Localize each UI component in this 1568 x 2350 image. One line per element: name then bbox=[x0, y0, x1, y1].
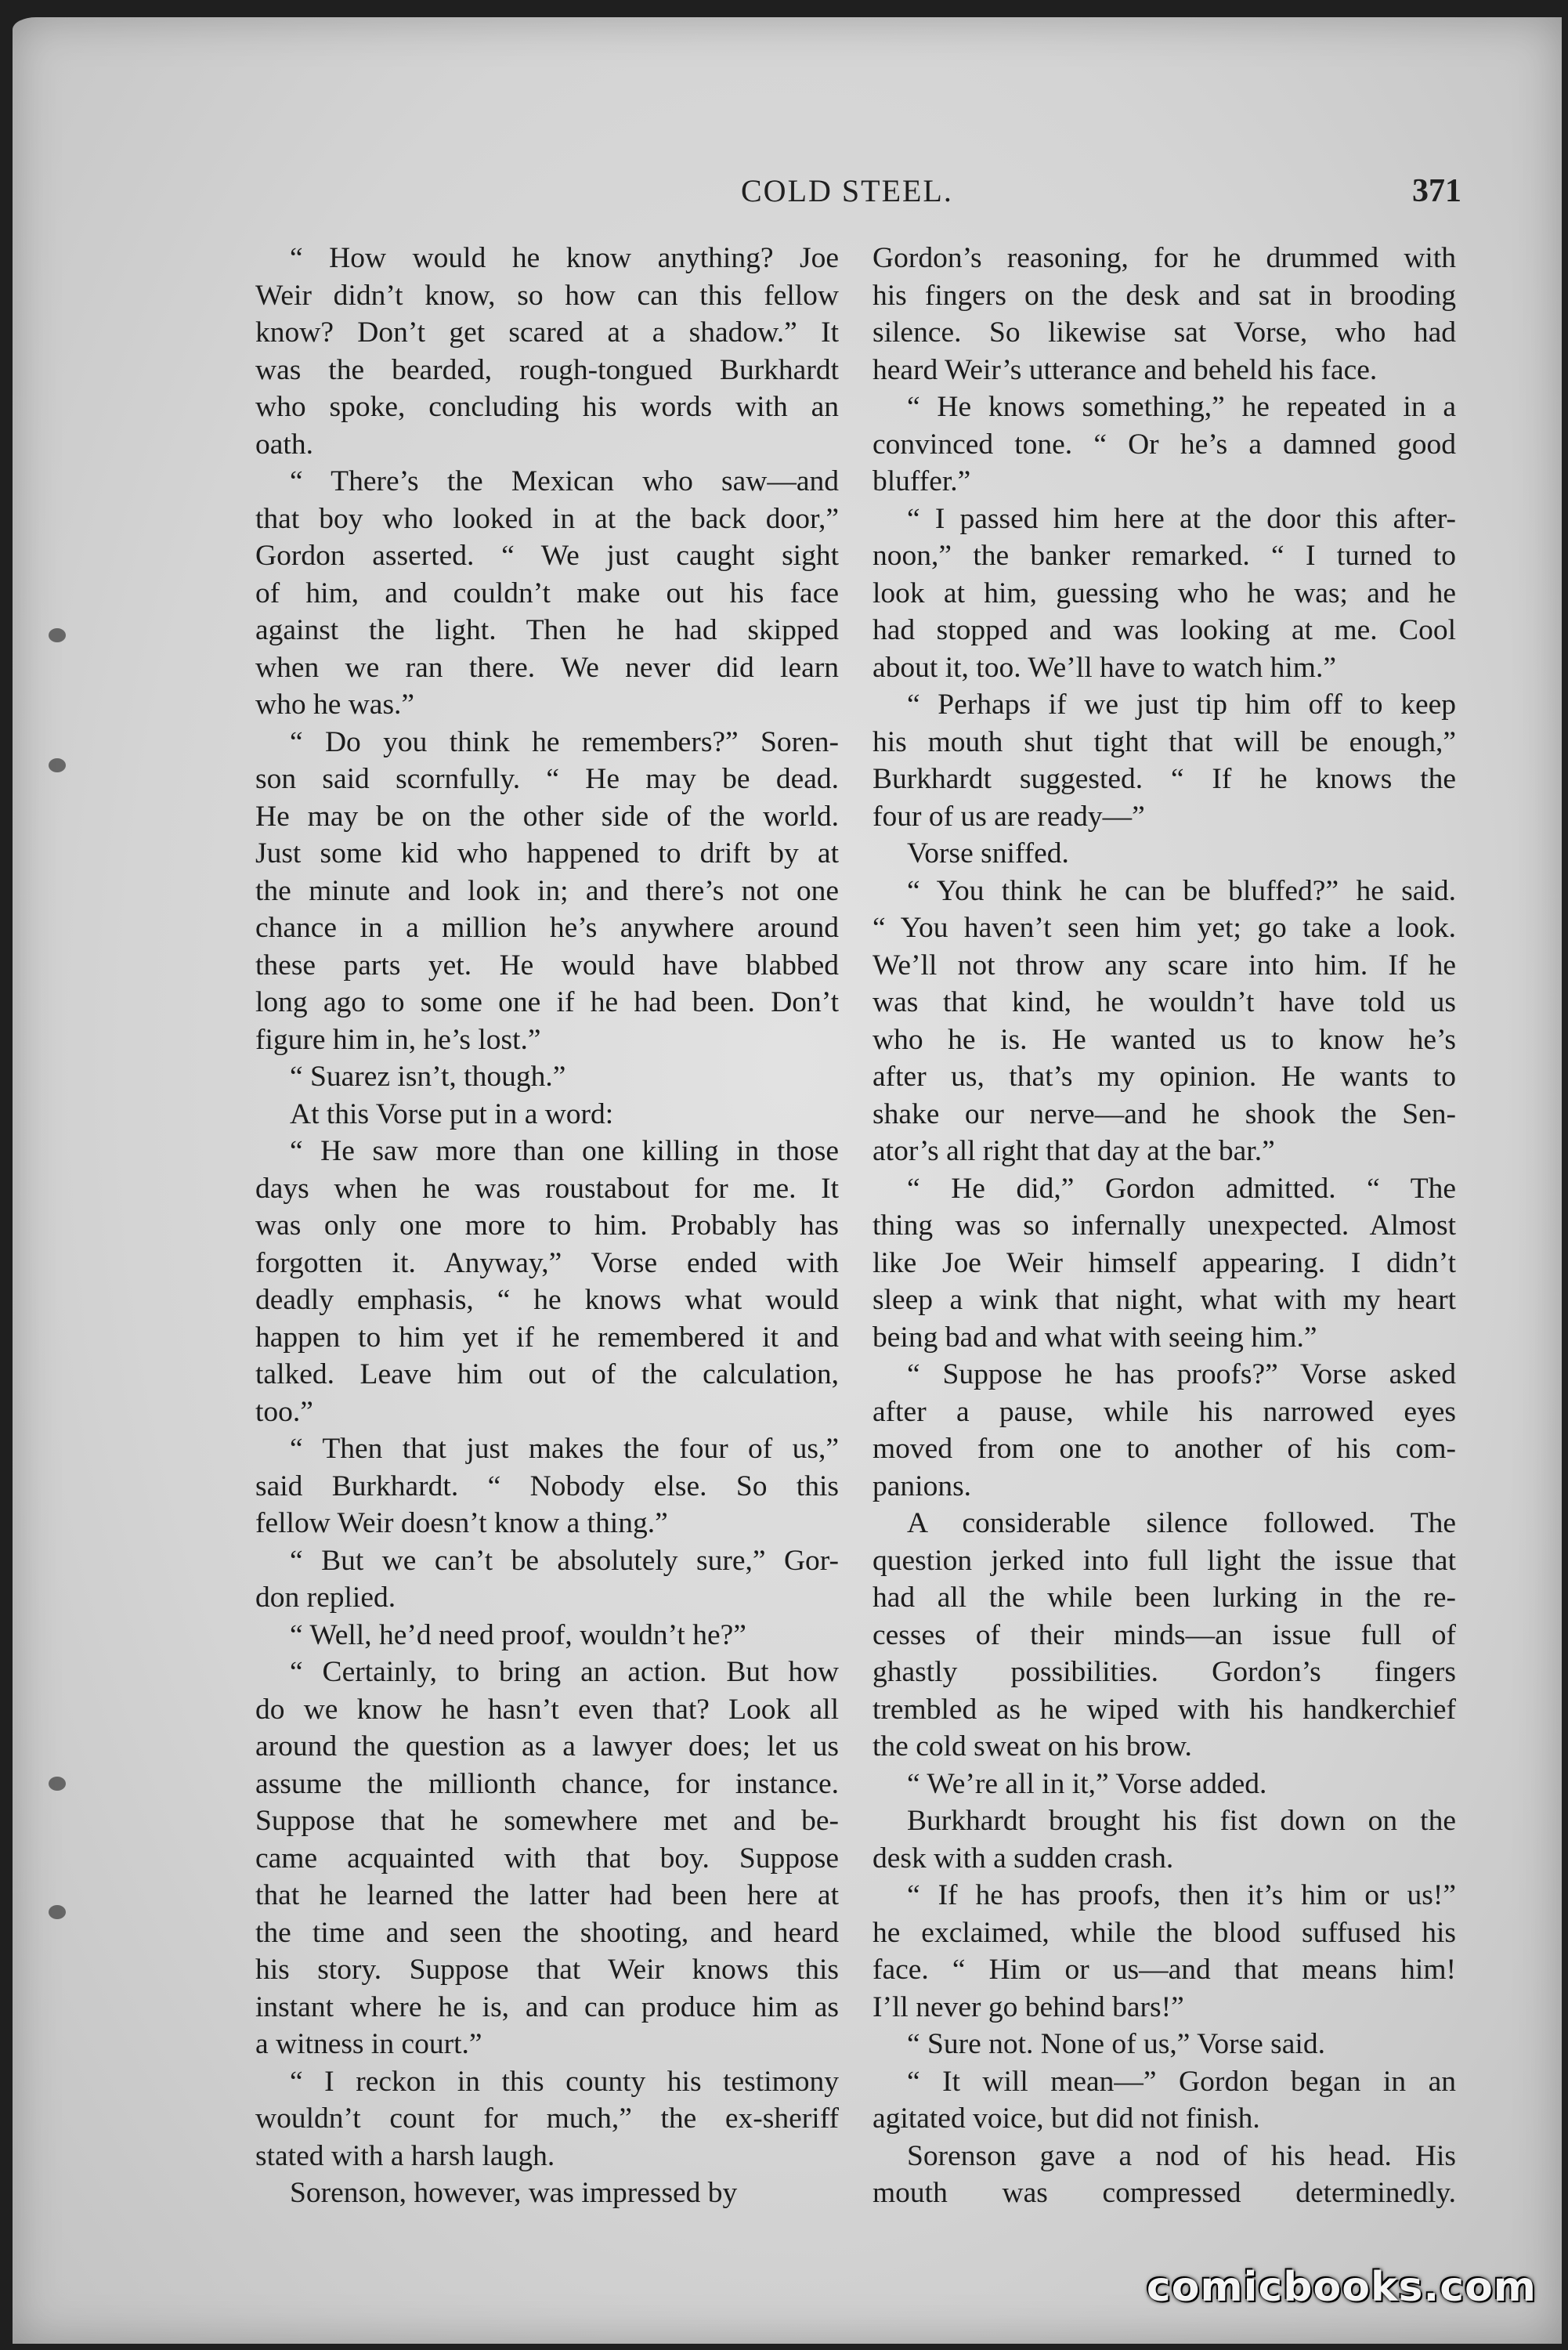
text-line: Just some kid who happened to drift by at bbox=[255, 837, 839, 870]
paragraph bbox=[873, 501, 1456, 687]
paragraph bbox=[873, 2026, 1456, 2063]
text-line: “ There’s the Mexican who saw—and bbox=[290, 465, 839, 497]
text-line: question jerked into full light the issue that bbox=[873, 1544, 1456, 1577]
text-line: figure him in, he’s lost.” bbox=[255, 1023, 541, 1056]
text-line: like Joe Weir himself appearing. I didn’t bbox=[873, 1246, 1456, 1279]
paragraph bbox=[873, 1505, 1456, 1766]
text-line: “ Then that just makes the four of us,” bbox=[290, 1433, 839, 1465]
paragraph bbox=[255, 2175, 839, 2212]
text-line: against the light. Then he had skipped bbox=[255, 614, 839, 646]
text-line: trembled as he wiped with his handkerchief bbox=[873, 1693, 1456, 1726]
paragraph bbox=[873, 1802, 1456, 1877]
text-line: who spoke, concluding his words with an bbox=[255, 391, 839, 423]
text-line: happen to him yet if he remembered it and bbox=[255, 1321, 839, 1354]
paragraph bbox=[873, 1766, 1456, 1803]
left-text-column bbox=[255, 240, 839, 2212]
text-line: Weir didn’t know, so how can this fellow bbox=[255, 279, 839, 312]
text-line: around the question as a lawyer does; let us bbox=[255, 1730, 839, 1762]
text-line: his story. Suppose that Weir knows this bbox=[255, 1954, 839, 1986]
paragraph bbox=[255, 1430, 839, 1542]
text-line: silence. So likewise sat Vorse, who had bbox=[873, 316, 1456, 349]
paragraph bbox=[873, 240, 1456, 389]
text-line: convinced tone. “ Or he’s a damned good bbox=[873, 428, 1456, 461]
text-line: “ Suppose he has proofs?” Vorse asked bbox=[907, 1358, 1456, 1390]
page-header bbox=[255, 172, 1461, 212]
text-line: cesses of their minds—an issue full of bbox=[873, 1618, 1456, 1651]
binding-hole bbox=[49, 758, 66, 772]
text-line: look at him, guessing who he was; and he bbox=[873, 577, 1456, 609]
text-line: “ He did,” Gordon admitted. “ The bbox=[907, 1172, 1456, 1205]
text-line: “ You haven’t seen him yet; go take a look. bbox=[873, 912, 1456, 944]
text-line: four of us are ready—” bbox=[873, 800, 1145, 833]
text-line: the cold sweat on his brow. bbox=[873, 1730, 1192, 1762]
paragraph bbox=[873, 1170, 1456, 1357]
text-line: know? Don’t get scared at a shadow.” It bbox=[255, 316, 839, 349]
paragraph bbox=[255, 463, 839, 724]
paragraph bbox=[255, 1096, 839, 1133]
text-line: being bad and what with seeing him.” bbox=[873, 1321, 1317, 1354]
text-line: Vorse sniffed. bbox=[907, 837, 1069, 870]
text-line: ghastly possibilities. Gordon’s fingers bbox=[873, 1656, 1456, 1688]
text-line: was the bearded, rough-tongued Burkhardt bbox=[255, 353, 839, 386]
text-line: stated with a harsh laugh. bbox=[255, 2139, 555, 2172]
text-line: who he was.” bbox=[255, 689, 415, 721]
text-line: chance in a million he’s anywhere around bbox=[255, 912, 839, 944]
text-line: heard Weir’s utterance and beheld his face. bbox=[873, 353, 1378, 386]
text-line: that boy who looked in at the back door,” bbox=[255, 502, 839, 535]
text-line: too.” bbox=[255, 1395, 313, 1428]
text-line: mouth was compressed determinedly. bbox=[873, 2177, 1456, 2209]
text-line: “ It will mean—” Gordon began in an bbox=[907, 2065, 1456, 2098]
text-line: Gordon’s reasoning, for he drummed with bbox=[873, 242, 1456, 274]
text-line: after us, that’s my opinion. He wants to bbox=[873, 1061, 1456, 1093]
paragraph bbox=[873, 873, 1456, 1170]
text-line: Suppose that he somewhere met and be- bbox=[255, 1805, 839, 1837]
text-line: days when he was roustabout for me. It bbox=[255, 1172, 839, 1205]
text-line: moved from one to another of his com- bbox=[873, 1433, 1456, 1465]
text-line: noon,” the banker remarked. “ I turned to bbox=[873, 540, 1456, 572]
paragraph bbox=[255, 1542, 839, 1617]
running-head: COLD STEEL. bbox=[741, 173, 953, 208]
text-line: “ I reckon in this county his testimony bbox=[290, 2065, 839, 2098]
text-line: sleep a wink that night, what with my heart bbox=[873, 1284, 1456, 1316]
text-line: bluffer.” bbox=[873, 465, 971, 497]
text-line: “ We’re all in it,” Vorse added. bbox=[907, 1767, 1267, 1800]
text-line: desk with a sudden crash. bbox=[873, 1842, 1174, 1875]
text-line: talked. Leave him out of the calculation, bbox=[255, 1358, 839, 1390]
text-line: “ Sure not. None of us,” Vorse said. bbox=[907, 2028, 1325, 2060]
watermark-logo: comicbooks.com bbox=[1146, 2264, 1537, 2311]
text-line: do we know he hasn’t even that? Look all bbox=[255, 1693, 839, 1726]
paragraph bbox=[873, 1877, 1456, 2026]
text-line: about it, too. We’ll have to watch him.” bbox=[873, 651, 1336, 684]
text-line: “ How would he know anything? Joe bbox=[290, 242, 839, 274]
text-line: these parts yet. He would have blabbed bbox=[255, 949, 839, 982]
text-line: that he learned the latter had been here at bbox=[255, 1879, 839, 1911]
paragraph bbox=[255, 1654, 839, 2063]
paragraph bbox=[873, 389, 1456, 501]
text-line: who he is. He wanted us to know he’s bbox=[873, 1023, 1456, 1056]
text-line: his mouth shut tight that will be enough,” bbox=[873, 725, 1456, 758]
paragraph bbox=[255, 1133, 839, 1430]
text-line: had stopped and was looking at me. Cool bbox=[873, 614, 1456, 646]
text-line: of him, and couldn’t make out his face bbox=[255, 577, 839, 609]
text-line: “ Do you think he remembers?” Soren- bbox=[290, 725, 839, 758]
text-line: don replied. bbox=[255, 1582, 396, 1614]
text-line: oath. bbox=[255, 428, 313, 461]
text-line: the minute and look in; and there’s not one bbox=[255, 874, 839, 907]
text-line: At this Vorse put in a word: bbox=[290, 1097, 614, 1130]
paragraph bbox=[873, 1356, 1456, 1505]
text-line: when we ran there. We never did learn bbox=[255, 651, 839, 684]
text-line: “ Perhaps if we just tip him off to keep bbox=[907, 689, 1456, 721]
right-text-column bbox=[873, 240, 1456, 2212]
text-line: fellow Weir doesn’t know a thing.” bbox=[255, 1507, 668, 1539]
text-line: came acquainted with that boy. Suppose bbox=[255, 1842, 839, 1875]
text-line: son said scornfully. “ He may be dead. bbox=[255, 763, 839, 795]
binding-hole bbox=[49, 628, 66, 642]
text-line: was that kind, he wouldn’t have told us bbox=[873, 986, 1456, 1018]
text-line: the time and seen the shooting, and heard bbox=[255, 1916, 839, 1949]
text-line: Burkhardt brought his fist down on the bbox=[907, 1805, 1456, 1837]
paragraph bbox=[873, 835, 1456, 873]
text-line: his fingers on the desk and sat in brooding bbox=[873, 279, 1456, 312]
text-line: “ I passed him here at the door this after- bbox=[907, 502, 1456, 535]
text-line: after a pause, while his narrowed eyes bbox=[873, 1395, 1456, 1428]
text-line: wouldn’t count for much,” the ex-sheriff bbox=[255, 2102, 839, 2135]
text-line: face. “ Him or us—and that means him! bbox=[873, 1954, 1456, 1986]
text-line: shake our nerve—and he shook the Sen- bbox=[873, 1097, 1456, 1130]
text-line: “ Certainly, to bring an action. But how bbox=[290, 1656, 839, 1688]
text-line: forgotten it. Anyway,” Vorse ended with bbox=[255, 1246, 839, 1279]
text-line: “ Suarez isn’t, though.” bbox=[290, 1061, 566, 1093]
page-number: 371 bbox=[1412, 173, 1461, 209]
text-line: instant where he is, and can produce him as bbox=[255, 1990, 839, 2023]
text-line: was only one more to him. Probably has bbox=[255, 1209, 839, 1242]
text-line: long ago to some one if he had been. Don’t bbox=[255, 986, 839, 1018]
text-line: thing was so infernally unexpected. Almost bbox=[873, 1209, 1456, 1242]
text-line: “ Well, he’d need proof, wouldn’t he?” bbox=[290, 1618, 746, 1651]
text-line: “ If he has proofs, then it’s him or us!” bbox=[907, 1879, 1456, 1911]
text-line: I’ll never go behind bars!” bbox=[873, 1990, 1184, 2023]
text-line: said Burkhardt. “ Nobody else. So this bbox=[255, 1470, 839, 1502]
text-line: ator’s all right that day at the bar.” bbox=[873, 1135, 1275, 1167]
paragraph bbox=[255, 1617, 839, 1654]
paragraph bbox=[255, 1058, 839, 1096]
paragraph bbox=[255, 2063, 839, 2175]
paragraph bbox=[873, 2063, 1456, 2138]
text-line: Burkhardt suggested. “ If he knows the bbox=[873, 763, 1456, 795]
binding-hole bbox=[49, 1905, 66, 1919]
paragraph bbox=[255, 724, 839, 1059]
paragraph bbox=[873, 2138, 1456, 2212]
text-line: Sorenson, however, was impressed by bbox=[290, 2177, 738, 2209]
text-line: a witness in court.” bbox=[255, 2028, 482, 2060]
text-line: “ You think he can be bluffed?” he said. bbox=[907, 874, 1456, 907]
text-line: “ He saw more than one killing in those bbox=[290, 1135, 839, 1167]
text-line: panions. bbox=[873, 1470, 972, 1502]
text-line: We’ll not throw any scare into him. If he bbox=[873, 949, 1456, 982]
text-line: Sorenson gave a nod of his head. His bbox=[907, 2139, 1456, 2172]
text-line: deadly emphasis, “ he knows what would bbox=[255, 1284, 839, 1316]
binding-hole bbox=[49, 1777, 66, 1791]
text-line: “ But we can’t be absolutely sure,” Gor- bbox=[290, 1544, 839, 1577]
paragraph bbox=[255, 240, 839, 463]
text-line: Gordon asserted. “ We just caught sight bbox=[255, 540, 839, 572]
text-line: agitated voice, but did not finish. bbox=[873, 2102, 1260, 2135]
paragraph bbox=[873, 686, 1456, 835]
text-line: “ He knows something,” he repeated in a bbox=[907, 391, 1456, 423]
text-line: assume the millionth chance, for instance. bbox=[255, 1767, 839, 1800]
text-line: He may be on the other side of the world. bbox=[255, 800, 839, 833]
text-line: A considerable silence followed. The bbox=[907, 1507, 1456, 1539]
book-page bbox=[13, 17, 1562, 2344]
text-line: he exclaimed, while the blood suffused his bbox=[873, 1916, 1456, 1949]
text-line: had all the while been lurking in the re- bbox=[873, 1582, 1456, 1614]
